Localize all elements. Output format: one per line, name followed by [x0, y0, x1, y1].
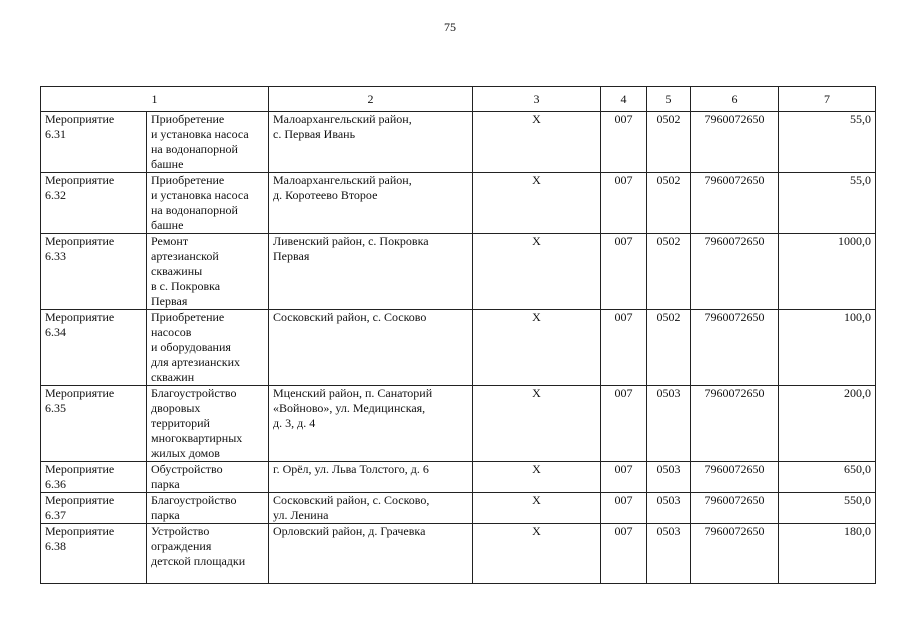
col6-cell: 7960072650: [691, 112, 779, 173]
table-row: [41, 112, 876, 173]
amount-cell: 55,0: [779, 173, 876, 234]
col3-cell: Х: [473, 173, 601, 234]
amount-cell: 550,0: [779, 493, 876, 524]
col6-cell: 7960072650: [691, 462, 779, 493]
location-cell: Сосковский район, с. Сосково, ул. Ленина: [269, 493, 473, 524]
page-number: 75: [444, 20, 456, 34]
col5-cell: 0502: [647, 310, 691, 386]
table-row: [41, 493, 876, 524]
col5-cell: 0502: [647, 112, 691, 173]
col6-cell: 7960072650: [691, 173, 779, 234]
col4-cell: 007: [601, 310, 647, 386]
col5-cell: 0502: [647, 234, 691, 310]
col3-cell: Х: [473, 310, 601, 386]
action-cell: Приобретение и установка насоса на водонапорной башне: [147, 173, 269, 234]
col5-cell: 0503: [647, 524, 691, 584]
col3-cell: Х: [473, 462, 601, 493]
col6-cell: 7960072650: [691, 234, 779, 310]
col3-cell: Х: [473, 386, 601, 462]
amount-cell: 1000,0: [779, 234, 876, 310]
action-cell: Благоустройство дворовых территорий многоквартирных жилых домов: [147, 386, 269, 462]
column-header: 2: [269, 87, 473, 112]
location-cell: Мценский район, п. Санаторий «Войново», ул. Медицинская, д. 3, д. 4: [269, 386, 473, 462]
col5-cell: 0502: [647, 173, 691, 234]
action-cell: Ремонт артезианской скважины в с. Покровка Первая: [147, 234, 269, 310]
col3-cell: Х: [473, 112, 601, 173]
action-cell: Устройство ограждения детской площадки: [147, 524, 269, 584]
budget-table: [40, 86, 876, 584]
amount-cell: 650,0: [779, 462, 876, 493]
table-row: [41, 173, 876, 234]
col5-cell: 0503: [647, 462, 691, 493]
col4-cell: 007: [601, 112, 647, 173]
action-cell: Благоустройство парка: [147, 493, 269, 524]
table-row: [41, 462, 876, 493]
col3-cell: Х: [473, 524, 601, 584]
event-cell: Мероприятие 6.36: [41, 462, 147, 493]
column-header: 6: [691, 87, 779, 112]
location-cell: Малоархангельский район, д. Коротеево Второе: [269, 173, 473, 234]
action-cell: Приобретение и установка насоса на водонапорной башне: [147, 112, 269, 173]
col4-cell: 007: [601, 173, 647, 234]
table-row: [41, 524, 876, 584]
col4-cell: 007: [601, 386, 647, 462]
amount-cell: 200,0: [779, 386, 876, 462]
column-header: 4: [601, 87, 647, 112]
col4-cell: 007: [601, 524, 647, 584]
col3-cell: Х: [473, 493, 601, 524]
col6-cell: 7960072650: [691, 524, 779, 584]
col6-cell: 7960072650: [691, 493, 779, 524]
action-cell: Обустройство парка: [147, 462, 269, 493]
table-row: [41, 310, 876, 386]
col5-cell: 0503: [647, 386, 691, 462]
event-cell: Мероприятие 6.33: [41, 234, 147, 310]
col4-cell: 007: [601, 462, 647, 493]
col6-cell: 7960072650: [691, 386, 779, 462]
col4-cell: 007: [601, 493, 647, 524]
action-cell: Приобретение насосов и оборудования для артезианских скважин: [147, 310, 269, 386]
event-cell: Мероприятие 6.31: [41, 112, 147, 173]
table-header-row: [41, 87, 876, 112]
event-cell: Мероприятие 6.32: [41, 173, 147, 234]
amount-cell: 180,0: [779, 524, 876, 584]
event-cell: Мероприятие 6.35: [41, 386, 147, 462]
location-cell: г. Орёл, ул. Льва Толстого, д. 6: [269, 462, 473, 493]
location-cell: Орловский район, д. Грачевка: [269, 524, 473, 584]
column-header: 1: [41, 87, 269, 112]
amount-cell: 100,0: [779, 310, 876, 386]
col3-cell: Х: [473, 234, 601, 310]
amount-cell: 55,0: [779, 112, 876, 173]
location-cell: Сосковский район, с. Сосково: [269, 310, 473, 386]
col4-cell: 007: [601, 234, 647, 310]
event-cell: Мероприятие 6.37: [41, 493, 147, 524]
col5-cell: 0503: [647, 493, 691, 524]
event-cell: Мероприятие 6.34: [41, 310, 147, 386]
table-row: [41, 234, 876, 310]
event-cell: Мероприятие 6.38: [41, 524, 147, 584]
column-header: 7: [779, 87, 876, 112]
col6-cell: 7960072650: [691, 310, 779, 386]
column-header: 3: [473, 87, 601, 112]
location-cell: Ливенский район, с. Покровка Первая: [269, 234, 473, 310]
table-row: [41, 386, 876, 462]
column-header: 5: [647, 87, 691, 112]
location-cell: Малоархангельский район, с. Первая Ивань: [269, 112, 473, 173]
